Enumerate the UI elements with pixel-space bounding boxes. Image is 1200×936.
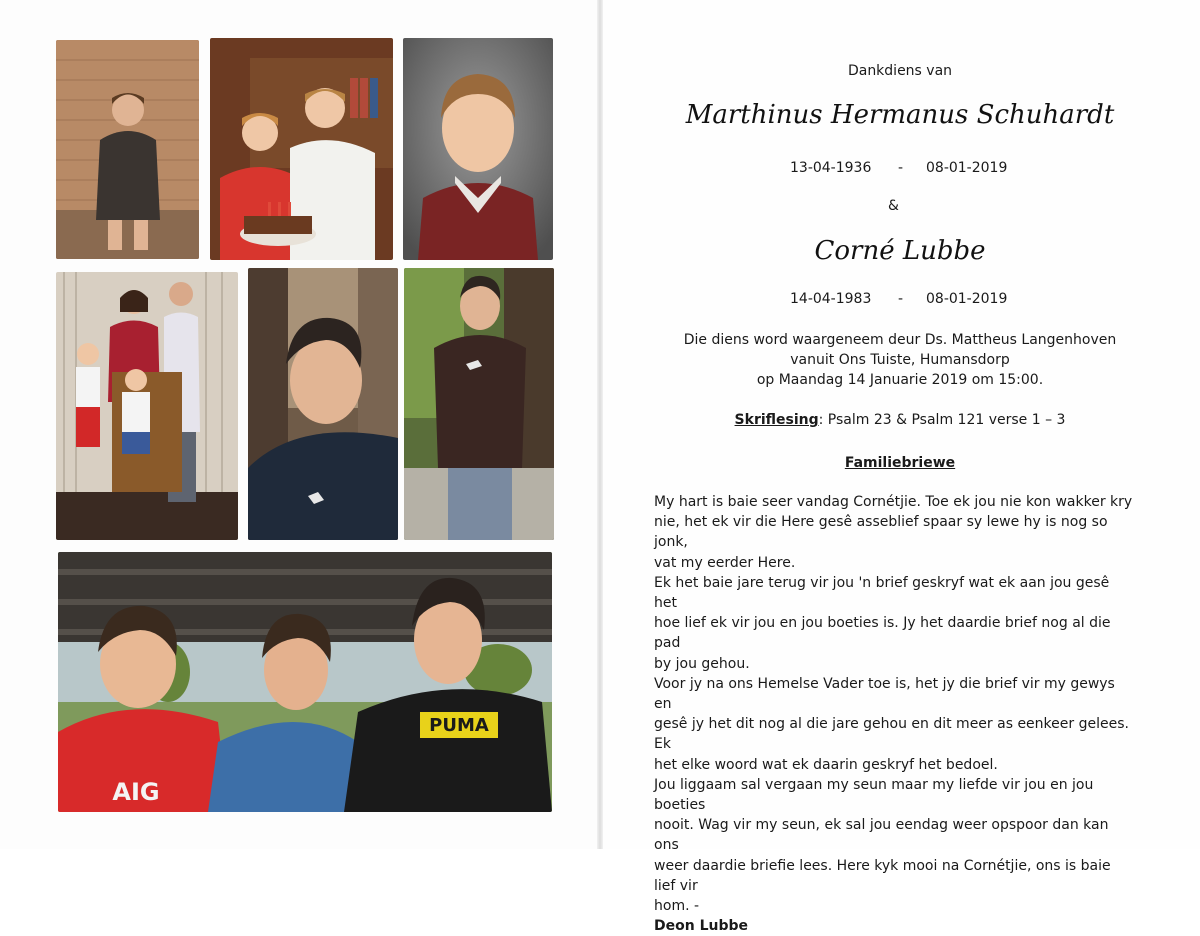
- photo-boy-school-portrait: [403, 38, 553, 260]
- person2-died: 08-01-2019: [926, 291, 1008, 307]
- letter-line: Voor jy na ons Hemelse Vader toe is, het jy die brief vir my gewys en: [654, 675, 1115, 713]
- photo-two-boys-birthday-cake: [210, 38, 393, 260]
- service-line1: Die diens word waargeneem deur Ds. Mattheus Langenhoven: [683, 332, 1117, 348]
- reading-label: Skriflesing: [734, 412, 819, 428]
- letter-line: My hart is baie seer vandag Cornétjie. Toe ek jou nie kon wakker kry: [654, 494, 1133, 510]
- letter-line: hoe lief ek vir jou en jou boeties is. Jy het daardie brief nog al die pad: [654, 615, 1111, 652]
- letters-heading: Familiebriewe: [844, 455, 956, 471]
- letter-line: Ek het baie jare terug vir jou 'n brief geskryf wat ek aan jou gesê het: [654, 574, 1110, 612]
- ampersand: &: [888, 198, 899, 214]
- letter-line: weer daardie briefie lees. Here kyk mooi na Cornétjie, ons is baie lief vir: [654, 857, 1111, 894]
- shirt-text-aig: AIG: [112, 778, 160, 806]
- reading-line: [600, 412, 1200, 428]
- letter-line: vat my eerder Here.: [654, 554, 796, 571]
- shirt-text-puma: PUMA: [429, 715, 489, 736]
- person1-name: Marthinus Hermanus Schuhardt: [685, 100, 1115, 130]
- service-line2: vanuit Ons Tuiste, Humansdorp: [790, 352, 1010, 368]
- reading-text: : Psalm 23 & Psalm 121 verse 1 – 3: [818, 412, 1066, 428]
- person1-died: 08-01-2019: [926, 160, 1008, 176]
- letter-line: by jou gehou.: [654, 655, 750, 672]
- person2-name: Corné Lubbe: [814, 236, 986, 266]
- service-line3: op Maandag 14 Januarie 2019 om 15:00.: [756, 372, 1044, 388]
- letter-line: nooit. Wag vir my seun, ek sal jou eendag weer opspoor dan kan ons: [654, 817, 1109, 854]
- person2-born: 14-04-1983: [790, 291, 872, 307]
- person1-dash: -: [898, 160, 904, 176]
- letter-line: gesê jy het dit nog al die jare gehou en dit meer as eenkeer gelees. Ek: [654, 716, 1129, 753]
- letter-line: hom. -: [654, 898, 700, 915]
- letter-body: [654, 492, 1134, 936]
- letter-line: Jou liggaam sal vergaan my seun maar my liefde vir jou en jou boeties: [654, 776, 1094, 814]
- letter-line: het elke woord wat ek daarin geskryf het bedoel.: [654, 756, 998, 773]
- letter-line: nie, het ek vir die Here gesê asseblief spaar sy lewe hy is nog so jonk,: [654, 514, 1108, 551]
- signature: Deon Lubbe: [654, 918, 749, 935]
- photo-man-leaning: [404, 268, 554, 540]
- person2-dash: -: [898, 291, 904, 307]
- person1-born: 13-04-1936: [790, 160, 872, 176]
- photo-boy-school-uniform: [56, 40, 199, 259]
- intro-text: Dankdiens van: [847, 63, 953, 79]
- photo-three-young-men: [58, 552, 552, 812]
- photo-man-selfie: [248, 268, 398, 540]
- photo-family-portrait: [56, 272, 238, 540]
